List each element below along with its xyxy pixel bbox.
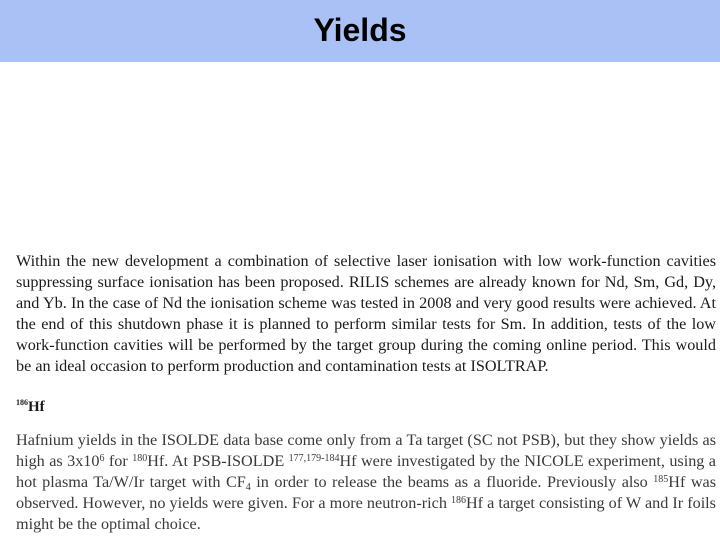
heading-element: Hf [28, 399, 45, 415]
mass-number: 177,179-184 [288, 452, 340, 464]
text-run: in order to release the beams as a fluoride. Previously also [250, 472, 654, 491]
subscript: 4 [245, 481, 251, 493]
text-run: Hf was observed. However, no yields were given. For a more neutron-rich [16, 472, 717, 512]
paragraph-hafnium-yields [16, 430, 716, 535]
text-run: Hf a target consisting of W and Ir foils might be the optimal choice. [16, 493, 716, 533]
section-heading-hf186 [16, 398, 45, 416]
mass-number: 186 [450, 494, 466, 506]
text-run: Hf. At PSB-ISOLDE [147, 451, 289, 470]
heading-mass-number: 186 [16, 398, 28, 407]
text-run: for [104, 451, 133, 470]
paragraph-rilis-development: Within the new development a combination of selective laser ionisation with low work-function cavities suppressing surface ionisation has been proposed. RILIS schemes are already known for Nd, Sm, Gd, Dy, and Yb. In the case of Nd the ionisation scheme was tested in 2008 and very good results were achieved. At the end of this shutdown phase it is planned to perform similar tests for Sm. In addition, tests of the low work-function cavities will be performed by the target group during the coming online period. This would be an ideal occasion to perform production and contamination tests at ISOLTRAP. [16, 252, 716, 375]
slide-title: Yields [313, 12, 407, 48]
mass-number: 180 [132, 452, 148, 464]
text-run: Hf were investigated by the NICOLE experiment, using a hot plasma Ta/W/Ir target with CF [16, 451, 716, 491]
mass-number: 185 [653, 473, 669, 485]
exponent: 6 [99, 452, 105, 464]
title-bar [0, 0, 720, 62]
text-run: Hafnium yields in the ISOLDE data base come only from a Ta target (SC not PSB), but they show yields as high as 3x10 [16, 431, 716, 470]
